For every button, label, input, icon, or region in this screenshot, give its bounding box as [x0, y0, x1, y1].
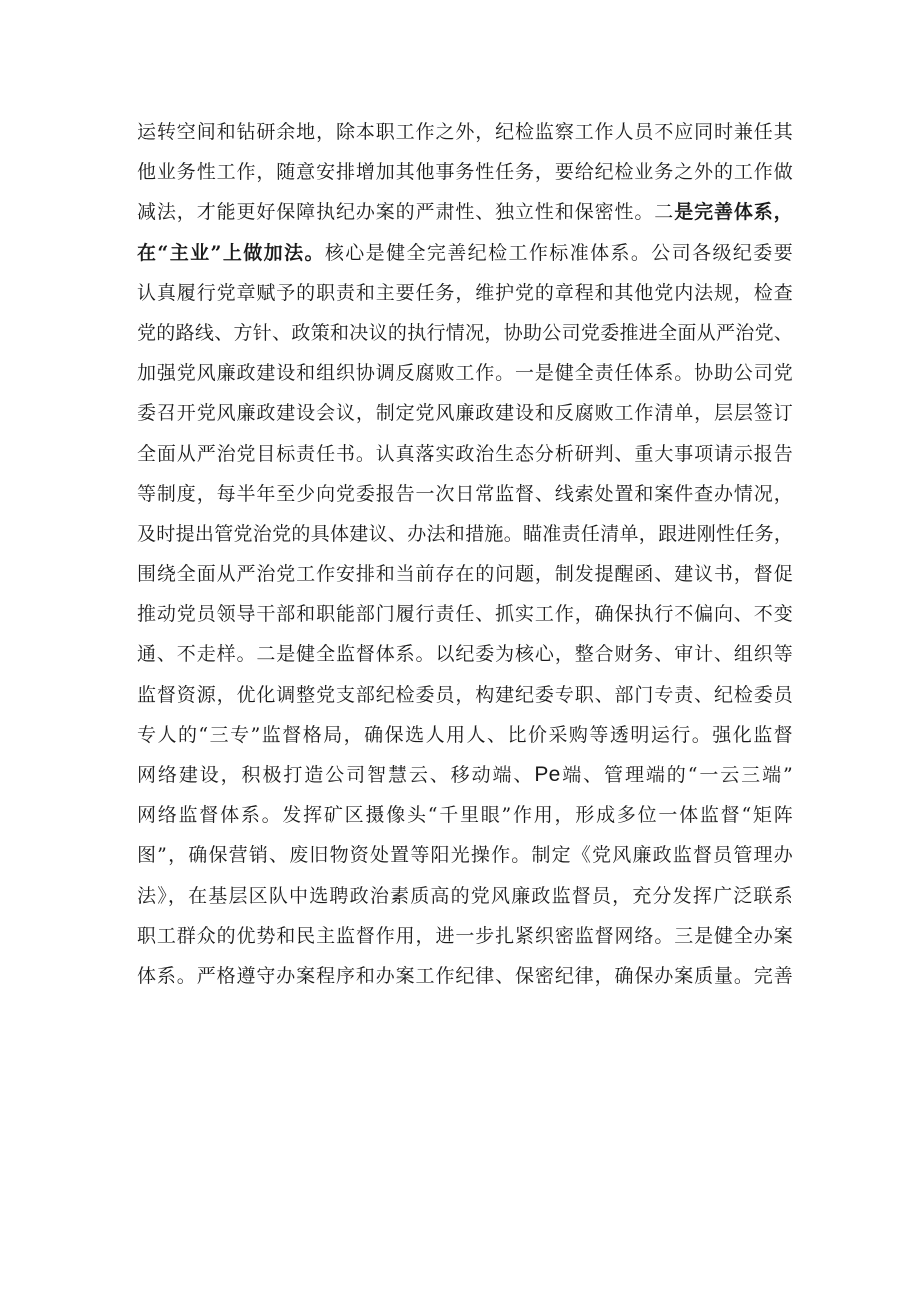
text-segment: 网络建设，积极打造公司智慧云、移动端、: [137, 764, 535, 786]
text-segment: 等制度，每半年至少向党委报告一次日常监督、线索处置和案件查办情况，: [137, 482, 793, 505]
text-line: [137, 514, 793, 554]
text-segment: 专人的“三专”监督格局，确保选人用人、比价采购等透明运行。强化监督: [137, 723, 793, 746]
text-line: [137, 152, 793, 192]
text-segment: 监督资源，优化调整党支部纪检委员，构建纪委专职、部门专责、纪检委员: [137, 683, 793, 706]
text-line: [137, 353, 793, 393]
text-segment: 核心是健全完善纪检工作标准体系。公司各级纪委要: [324, 241, 793, 264]
text-line: [137, 956, 793, 996]
bold-text-segment: 是完善体系，: [674, 201, 793, 224]
text-line: [137, 434, 793, 474]
text-line: [137, 876, 793, 916]
text-line: [137, 233, 793, 273]
text-segment: 推动党员领导干部和职能部门履行责任、抓实工作，确保执行不偏向、不变: [137, 603, 793, 626]
text-line: [137, 554, 793, 594]
text-segment: 委召开党风廉政建设会议，制定党风廉政建设和反腐败工作清单，层层签订: [137, 402, 793, 425]
text-segment: 体系。严格遵守办案程序和办案工作纪律、保密纪律，确保办案质量。完善: [137, 964, 793, 987]
text-segment: 党的路线、方针、政策和决议的执行情况，协助公司党委推进全面从严治党、: [137, 321, 793, 344]
text-line: [137, 755, 793, 795]
text-line: [137, 715, 793, 755]
text-segment: 他业务性工作，随意安排增加其他事务性任务，要给纪检业务之外的工作做: [137, 161, 793, 184]
text-segment: 图”，确保营销、废旧物资处置等阳光操作。制定《党风廉政监督员管理办: [137, 844, 793, 867]
text-segment: 职工群众的优势和民主监督作用，进一步扎紧织密监督网络。三是健全办案: [137, 924, 793, 947]
body-text: [137, 112, 793, 996]
text-segment: 通、不走样。二是健全监督体系。以纪委为核心，整合财务、审计、组织等: [137, 643, 793, 666]
text-segment: 加强党风廉政建设和组织协调反腐败工作。一是健全责任体系。协助公司党: [137, 362, 793, 385]
text-line: [137, 634, 793, 674]
text-segment: 围绕全面从严治党工作安排和当前存在的问题，制发提醒函、建议书，督促: [137, 563, 793, 586]
text-line: [137, 594, 793, 634]
text-line: [137, 675, 793, 715]
text-segment: 认真履行党章赋予的职责和主要任务，维护党的章程和其他党内法规，检查: [137, 281, 793, 304]
text-segment: 全面从严治党目标责任书。认真落实政治生态分析研判、重大事项请示报告: [137, 442, 793, 465]
text-line: [137, 474, 793, 514]
text-line: [137, 795, 793, 835]
bold-text-segment: 在“主业”上做加法。: [137, 241, 325, 264]
text-line: [137, 112, 793, 152]
text-segment: Pe: [534, 763, 561, 786]
text-segment: 减法，才能更好保障执纪办案的严肃性、独立性和保密性。二: [137, 201, 675, 224]
text-line: [137, 313, 793, 353]
text-segment: 法》，在基层区队中选聘政治素质高的党风廉政监督员，充分发挥广泛联系: [137, 884, 793, 907]
text-line: [137, 273, 793, 313]
text-line: [137, 393, 793, 433]
text-segment: 端、管理端的“一云三端”: [560, 764, 793, 786]
text-line: [137, 916, 793, 956]
text-segment: 及时提出管党治党的具体建议、办法和措施。瞄准责任清单，跟进刚性任务，: [137, 522, 793, 545]
text-segment: 网络监督体系。发挥矿区摄像头“千里眼”作用，形成多位一体监督“矩阵: [137, 804, 793, 827]
text-line: [137, 192, 793, 232]
text-line: [137, 835, 793, 875]
text-segment: 运转空间和钻研余地，除本职工作之外，纪检监察工作人员不应同时兼任其: [137, 121, 793, 143]
